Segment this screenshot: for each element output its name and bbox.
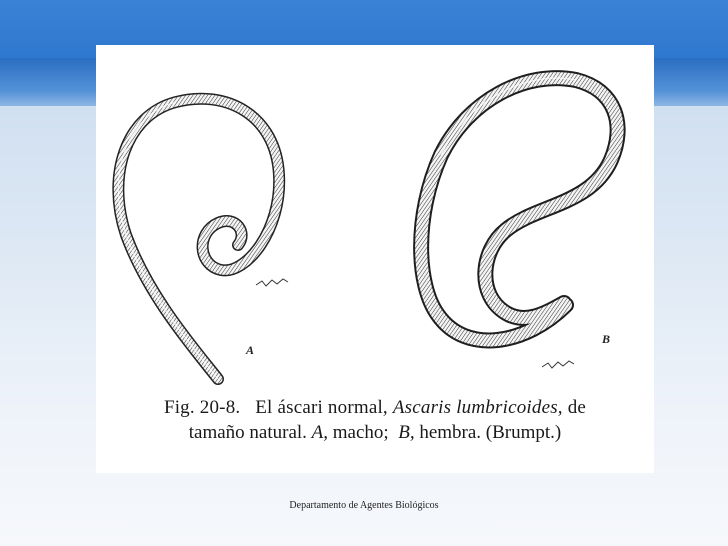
caption-male: macho;	[332, 422, 389, 443]
artist-signature-a	[256, 279, 288, 286]
caption-b: B,	[398, 422, 415, 443]
label-a: A	[246, 343, 255, 357]
caption-a: A,	[311, 422, 329, 443]
caption-fig-number: Fig. 20-8.	[163, 397, 241, 418]
figure-panel	[96, 45, 654, 473]
caption-female: hembra. (Brumpt.)	[419, 422, 562, 443]
worm-a-male	[118, 99, 279, 379]
caption-text-3: tamaño natural.	[188, 422, 307, 443]
label-b: B	[602, 332, 611, 346]
artist-signature-b	[542, 361, 574, 368]
caption-species: Ascaris lumbricoides,	[392, 397, 563, 418]
slide-footer: Departamento de Agentes Biológicos	[289, 500, 439, 511]
worm-b-female	[421, 78, 617, 340]
figure-caption	[96, 395, 654, 445]
caption-text-2: de	[567, 397, 587, 418]
caption-text-1: El áscari normal,	[255, 397, 388, 418]
